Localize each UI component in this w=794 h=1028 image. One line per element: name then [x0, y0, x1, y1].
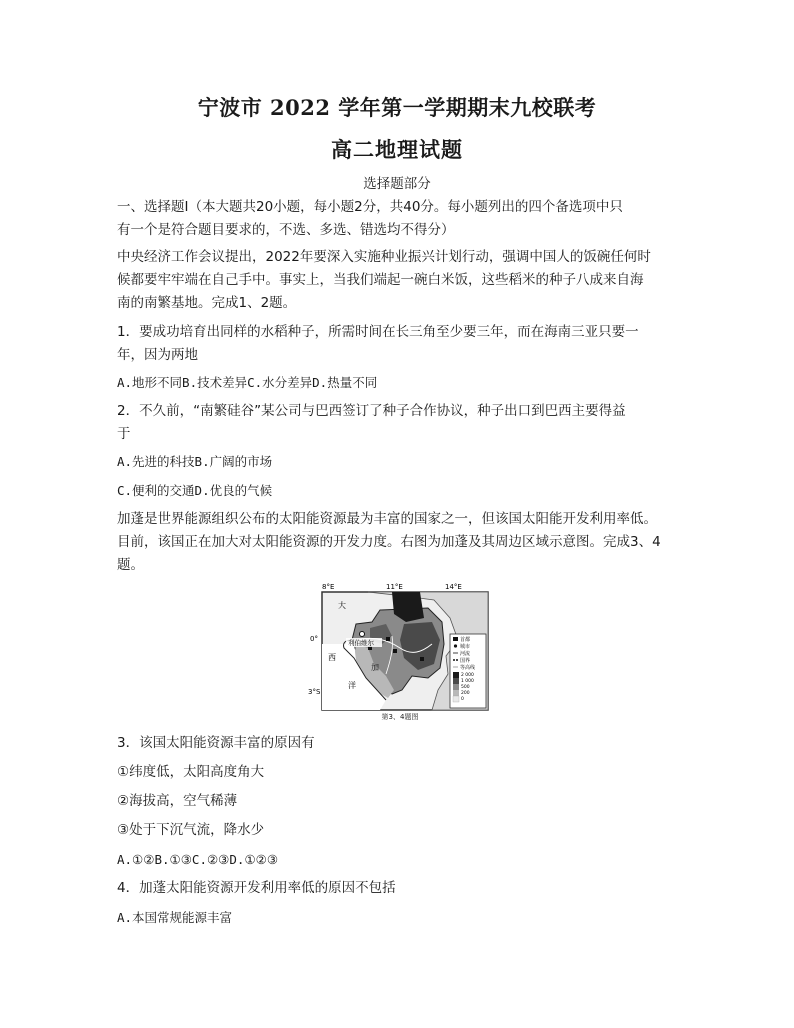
- legend-river: 河流: [460, 651, 471, 657]
- q2-options-ab: A.先进的科技B.广阔的市场: [117, 454, 273, 469]
- q1-stem-line-2: 年，因为两地: [117, 347, 198, 363]
- elev-label: 500: [461, 685, 470, 690]
- passage2-line-3: 题。: [117, 557, 144, 573]
- elev-swatch: [453, 684, 459, 690]
- q3-item-3: ③处于下沉气流，降水少: [117, 822, 265, 838]
- elev-swatch: [453, 672, 459, 678]
- lon-label-11e: 11°E: [386, 583, 403, 591]
- elev-label: 0: [461, 697, 464, 702]
- elev-swatch: [453, 690, 459, 696]
- instructions-line-1: 一、选择题Ⅰ（本大题共20小题，每小题2分，共40分。每小题列出的四个备选项中只: [117, 199, 623, 215]
- label-yang: 洋: [348, 681, 356, 690]
- lon-label-8e: 8°E: [322, 583, 335, 591]
- q2-options-cd: C.便利的交通D.优良的气候: [117, 483, 273, 498]
- legend-border: 国界: [460, 658, 471, 664]
- instructions-line-2: 有一个是符合题目要求的，不选、多选、错选均不得分）: [117, 222, 455, 238]
- elev-label: 2 000: [461, 673, 474, 678]
- q2-stem-line-2: 于: [117, 426, 131, 442]
- legend-capital: 首都: [460, 637, 471, 643]
- lat-label-0: 0°: [310, 635, 318, 643]
- legend-swatch-city: [454, 644, 457, 647]
- elev-label: 1 000: [461, 679, 474, 684]
- map-caption: 第3、4题图: [381, 713, 419, 721]
- q1-options: A.地形不同B.技术差异C.水分差异D.热量不同: [117, 375, 378, 390]
- q3-options: A.①②B.①③C.②③D.①②③: [117, 852, 279, 867]
- lat-label-3s: 3°S: [308, 688, 321, 696]
- q2-stem-line-1: 2．不久前，“南繁硅谷”某公司与巴西签订了种子合作协议，种子出口到巴西主要得益: [117, 403, 626, 419]
- label-jia: 加: [371, 663, 379, 672]
- lon-label-14e: 14°E: [445, 583, 462, 591]
- section-heading: 选择题部分: [363, 176, 431, 192]
- passage1-line-2: 候都要牢牢端在自己手中。事实上，当我们端起一碗白米饭，这些稻米的种子八成来自海: [117, 272, 644, 288]
- city-marker: [420, 657, 424, 661]
- elev-swatch: [453, 696, 459, 702]
- capital-marker: [360, 632, 365, 637]
- q1-stem-line-1: 1．要成功培育出同样的水稻种子，所需时间在长三角至少要三年，而在海南三亚只要一: [117, 324, 639, 340]
- legend-contour: 等高线: [460, 665, 476, 671]
- elev-label: 200: [461, 691, 470, 696]
- passage1-line-3: 南的南繁基地。完成1、2题。: [117, 295, 297, 311]
- elev-swatch: [453, 678, 459, 684]
- passage1-line-1: 中央经济工作会议提出，2022年要深入实施种业振兴计划行动，强调中国人的饭碗任何时: [117, 249, 651, 265]
- passage2-line-2: 目前，该国正在加大对太阳能资源的开发力度。右图为加蓬及其周边区域示意图。完成3、4: [117, 534, 661, 550]
- capital-label: 利伯维尔: [348, 639, 374, 647]
- label-da: 大: [338, 601, 346, 610]
- city-marker: [386, 637, 390, 641]
- legend-swatch-capital: [453, 637, 458, 641]
- q3-item-1: ①纬度低，太阳高度角大: [117, 764, 265, 780]
- exam-title: 宁波市 2022 学年第一学期期末九校联考: [197, 95, 597, 120]
- legend-city: 城市: [460, 644, 471, 650]
- exam-subject: 高二地理试题: [331, 137, 463, 162]
- gabon-map: [308, 578, 492, 712]
- gabon-map-figure: [308, 578, 492, 720]
- city-marker: [393, 649, 397, 653]
- q4-option-a: A.本国常规能源丰富: [117, 910, 233, 925]
- q3-item-2: ②海拔高，空气稀薄: [117, 793, 238, 809]
- q3-stem: 3．该国太阳能资源丰富的原因有: [117, 735, 315, 751]
- q4-stem: 4．加蓬太阳能资源开发利用率低的原因不包括: [117, 880, 396, 896]
- label-xi: 西: [328, 653, 336, 662]
- passage2-line-1: 加蓬是世界能源组织公布的太阳能资源最为丰富的国家之一，但该国太阳能开发利用率低。: [117, 511, 657, 527]
